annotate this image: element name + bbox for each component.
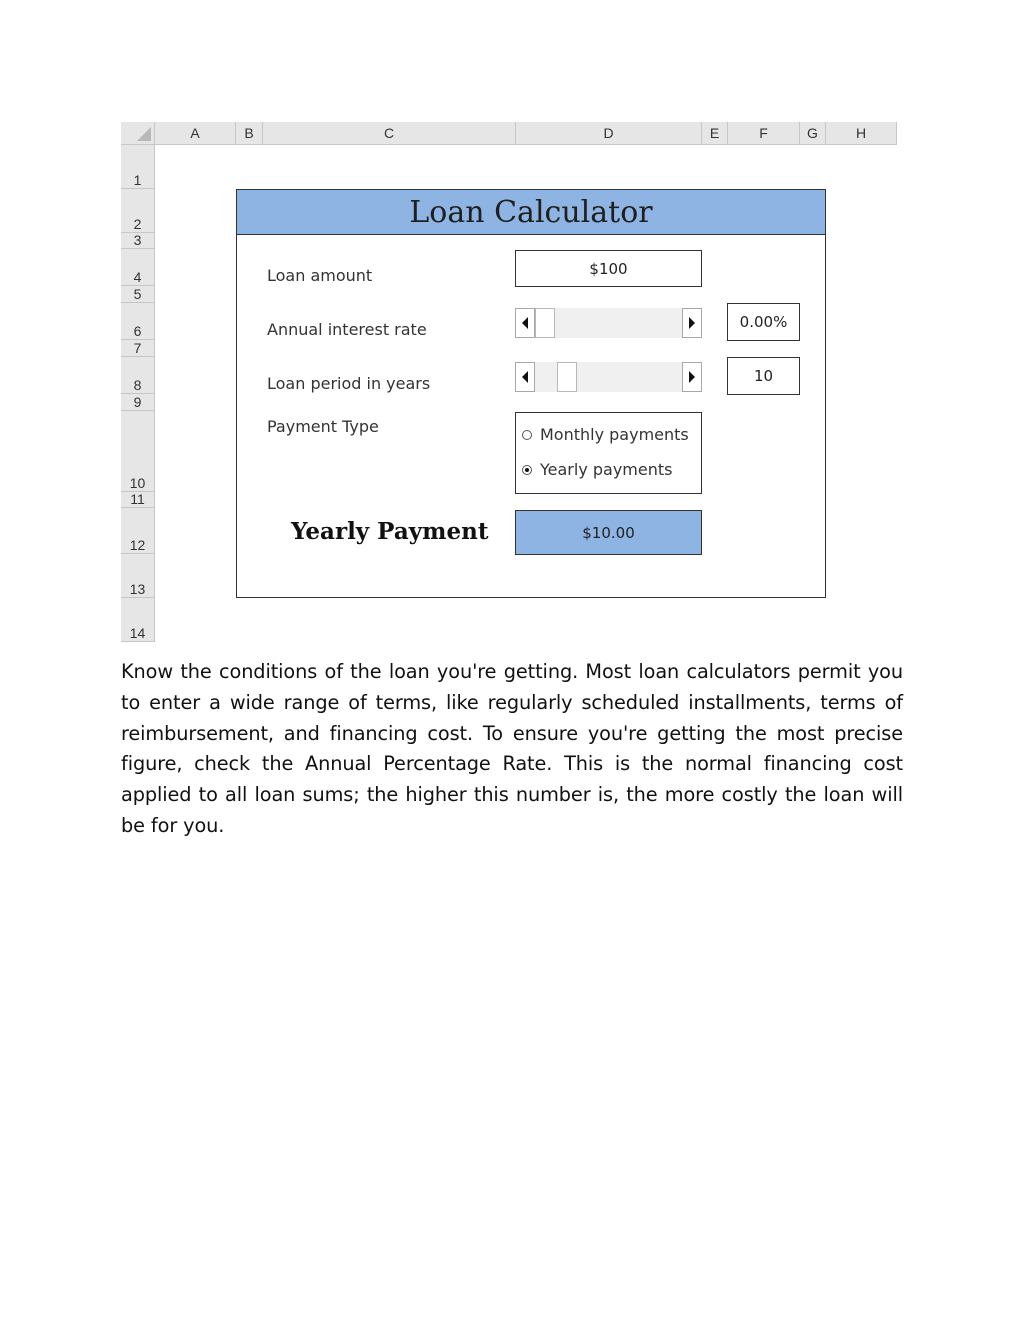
result-label: Yearly Payment — [291, 518, 489, 545]
loan-period-label: Loan period in years — [267, 374, 431, 393]
interest-rate-scrollbar[interactable] — [515, 308, 702, 338]
row-header-11[interactable]: 11 — [121, 492, 155, 508]
arrow-right-icon — [689, 317, 695, 329]
payment-type-label: Payment Type — [267, 417, 379, 436]
row-header-3[interactable]: 3 — [121, 233, 155, 249]
spreadsheet — [121, 122, 897, 642]
arrow-left-icon — [522, 371, 528, 383]
row-header-10[interactable]: 10 — [121, 411, 155, 492]
column-header-g[interactable]: G — [800, 122, 826, 145]
interest-rate-label: Annual interest rate — [267, 320, 427, 339]
period-scroll-right-button[interactable] — [682, 362, 702, 392]
yearly-payments-option[interactable] — [522, 460, 672, 479]
row-header-4[interactable]: 4 — [121, 249, 155, 286]
select-all-corner[interactable] — [121, 122, 155, 145]
yearly-payments-label: Yearly payments — [540, 460, 673, 479]
loan-amount-field[interactable]: $100 — [515, 250, 702, 287]
row-header-5[interactable]: 5 — [121, 286, 155, 303]
interest-scroll-left-button[interactable] — [515, 308, 535, 338]
column-header-d[interactable]: D — [516, 122, 702, 145]
interest-rate-slider-thumb[interactable] — [535, 308, 555, 338]
result-value: $10.00 — [515, 510, 702, 555]
loan-period-value: 10 — [727, 357, 800, 395]
column-header-b[interactable]: B — [236, 122, 263, 145]
interest-scroll-right-button[interactable] — [682, 308, 702, 338]
row-header-6[interactable]: 6 — [121, 303, 155, 340]
row-header-1[interactable]: 1 — [121, 145, 155, 189]
loan-calculator-panel — [236, 189, 826, 598]
column-header-h[interactable]: H — [826, 122, 897, 145]
monthly-payments-label: Monthly payments — [540, 425, 689, 444]
body-paragraph: Know the conditions of the loan you're getting. Most loan calculators permit you to enter a wide range of terms, like regularly scheduled installments, terms of reimbursement, and financing cost. To ensure you're getting the most precise figure, check the Annual Percentage Rate. This is the normal financing cost applied to all loan sums; the higher this number is, the more costly the loan will be for you. — [121, 660, 903, 837]
column-header-e[interactable]: E — [702, 122, 728, 145]
row-header-2[interactable]: 2 — [121, 189, 155, 233]
row-header-9[interactable]: 9 — [121, 394, 155, 411]
column-header-f[interactable]: F — [728, 122, 800, 145]
calculator-title: Loan Calculator — [237, 190, 825, 235]
row-header-7[interactable]: 7 — [121, 340, 155, 357]
column-header-a[interactable]: A — [155, 122, 236, 145]
row-header-14[interactable]: 14 — [121, 598, 155, 642]
arrow-right-icon — [689, 371, 695, 383]
row-header-8[interactable]: 8 — [121, 357, 155, 394]
column-header-c[interactable]: C — [263, 122, 516, 145]
monthly-payments-option[interactable] — [522, 425, 689, 444]
loan-period-scrollbar[interactable] — [515, 362, 702, 392]
row-header-12[interactable]: 12 — [121, 508, 155, 554]
payment-type-group — [515, 412, 702, 494]
loan-period-slider-thumb[interactable] — [557, 362, 577, 392]
radio-button-icon[interactable] — [522, 465, 532, 475]
arrow-left-icon — [522, 317, 528, 329]
period-scroll-left-button[interactable] — [515, 362, 535, 392]
interest-rate-value: 0.00% — [727, 303, 800, 341]
radio-button-icon[interactable] — [522, 430, 532, 440]
row-header-13[interactable]: 13 — [121, 554, 155, 598]
loan-amount-label: Loan amount — [267, 266, 373, 285]
